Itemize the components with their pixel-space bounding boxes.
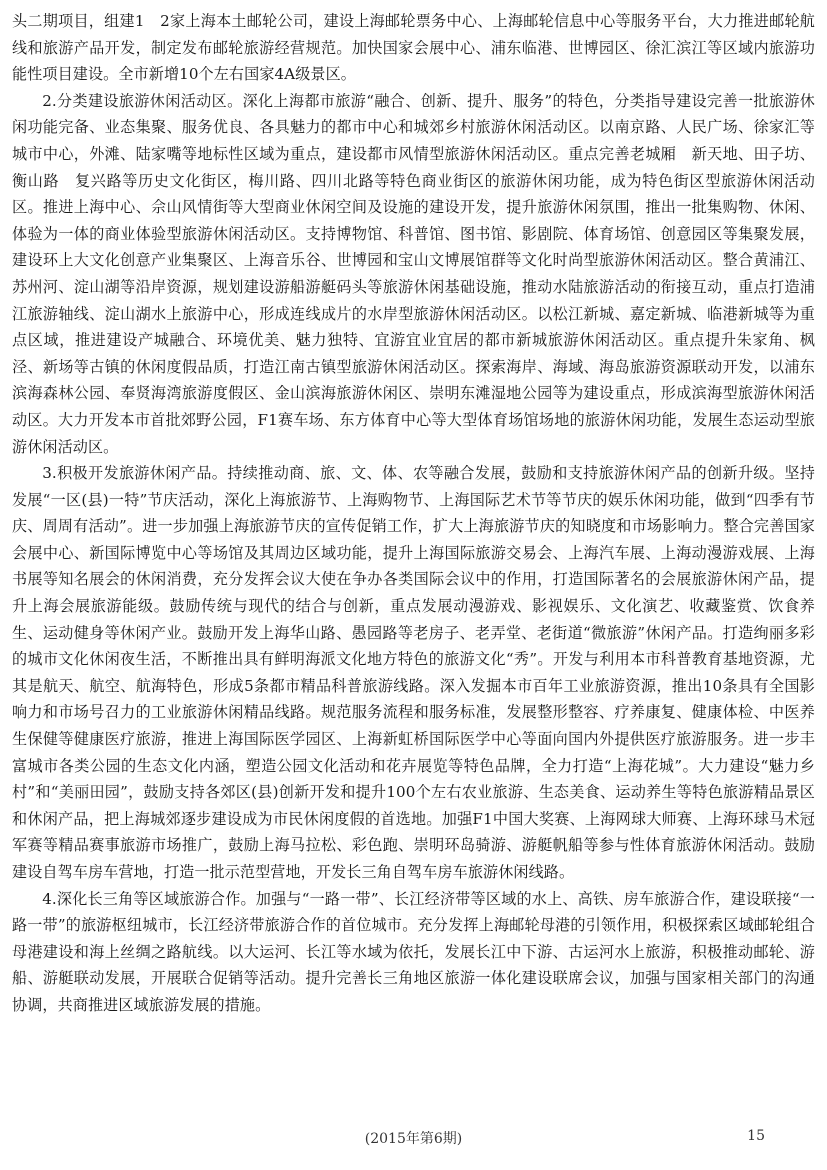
paragraph-tourism-leisure-products: 3.积极开发旅游休闲产品。持续推动商、旅、文、体、农等融合发展，鼓励和支持旅游休闲产品的创新升级。坚持发展“一区(县)一特”节庆活动，深化上海旅游节、上海购物节、上海国际艺术节等节庆的娱乐休闲功能，做到“四季有节庆、周周有活动”。进一步加强上海旅游节庆的宣传促销工作，扩大上海旅游节庆的知晓度和市场影响力。整合完善国家会展中心、新国际博览中心等场馆及其周边区域功能，提升上海国际旅游交易会、上海汽车展、上海动漫游戏展、上海书展等知名展会的休闲消费，充分发挥会议大使在争办各类国际会议中的作用，打造国际著名的会展旅游休闲产品，提升上海会展旅游能级。鼓励传统与现代的结合与创新，重点发展动漫游戏、影视娱乐、文化演艺、收藏鉴赏、饮食养生、运动健身等休闲产业。鼓励开发上海华山路、愚园路等老房子、老弄堂、老街道“微旅游”休闲产品。打造绚丽多彩的城市文化休闲夜生活，不断推出具有鲜明海派文化地方特色的旅游文化“秀”。开发与利用本市科普教育基地资源，尤其是航天、航空、航海特色，形成5条都市精品科普旅游线路。深入发掘本市百年工业旅游资源，推出10条具有全国影响力和市场号召力的工业旅游休闲精品线路。规范服务流程和服务标准，发展整形整容、疗养康复、健康体检、中医养生保健等健康医疗旅游，推进上海国际医学园区、上海新虹桥国际医学中心等面向国内外提供医疗旅游服务。进一步丰富城市各类公园的生态文化内涵，塑造公园文化活动和花卉展览等特色品牌，全力打造“上海花城”。大力建设“魅力乡村”和“美丽田园”，鼓励支持各郊区(县)创新开发和提升100个左右农业旅游、生态美食、运动养生等特色旅游精品景区和休闲产品，把上海城郊逐步建设成为市民休闲度假的首选地。加强F1中国大奖赛、上海网球大师赛、上海环球马术冠军赛等精品赛事旅游市场推广，鼓励上海马拉松、彩色跑、崇明环岛骑游、游艇帆船等参与性体育旅游休闲活动。鼓励建设自驾车房车营地，打造一批示范型营地，开发长三角自驾车房车旅游休闲线路。 <box>12 464 815 881</box>
paragraph-continuation: 头二期项目，组建1 2家上海本土邮轮公司，建设上海邮轮票务中心、上海邮轮信息中心等服务平台，大力推进邮轮航线和旅游产品开发，制定发布邮轮旅游经营规范。加快国家会展中心、浦东临港、世博园区、徐汇滨江等区域内旅游功能性项目建设。全市新增10个左右国家4A级景区。 <box>12 12 815 84</box>
paragraph-tourism-leisure-areas: 2.分类建设旅游休闲活动区。深化上海都市旅游“融合、创新、提升、服务”的特色，分类指导建设完善一批旅游休闲功能完备、业态集聚、服务优良、各具魅力的都市中心和城郊乡村旅游休闲活动区。以南京路、人民广场、徐家汇等城市中心，外滩、陆家嘴等地标性区域为重点，建设都市风情型旅游休闲活动区。重点完善老城厢 新天地、田子坊、衡山路 复兴路等历史文化街区，梅川路、四川北路等特色商业街区的旅游休闲功能，成为特色街区型旅游休闲活动区。推进上海中心、佘山风情街等大型商业休闲空间及设施的建设开发，提升旅游休闲氛围，推出一批集购物、休闲、体验为一体的商业体验型旅游休闲活动区。支持博物馆、科普馆、图书馆、影剧院、体育场馆、创意园区等集聚发展，建设环上大文化创意产业集聚区、上海音乐谷、世博园和宝山文博展馆群等文化时尚型旅游休闲活动区。整合黄浦江、苏州河、淀山湖等沿岸资源，规划建设游船游艇码头等旅游休闲基础设施，推动水陆旅游活动的衔接互动，重点打造浦江旅游轴线、淀山湖水上旅游中心，形成连线成片的水岸型旅游休闲活动区。以松江新城、嘉定新城、临港新城等为重点区域，推进建设产城融合、环境优美、魅力独特、宜游宜业宜居的都市新城旅游休闲活动区。重点提升朱家角、枫泾、新场等古镇的休闲度假品质，打造江南古镇型旅游休闲活动区。探索海岸、海域、海岛旅游资源联动开发，以浦东滨海森林公园、奉贤海湾旅游度假区、金山滨海旅游休闲区、崇明东滩湿地公园等为建设重点，形成滨海型旅游休闲活动区。大力开发本市首批郊野公园，F1赛车场、东方体育中心等大型体育场馆场地的旅游休闲功能，发展生态运动型旅游休闲活动区。 <box>12 91 815 456</box>
page-footer <box>0 1128 827 1150</box>
paragraph-regional-cooperation: 4.深化长三角等区域旅游合作。加强与“一路一带”、长江经济带等区域的水上、高铁、房车旅游合作，建设联接“一路一带”的旅游枢纽城市，长江经济带旅游合作的首位城市。充分发挥上海邮轮母港的引领作用，积极探索区域邮轮组合母港建设和海上丝绸之路航线。以大运河、长江等水域为依托，发展长江中下游、古运河水上旅游，积极推动邮轮、游船、游艇联动发展，开展联合促销等活动。提升完善长三角地区旅游一体化建设联席会议，加强与国家相关部门的沟通协调，共商推进区域旅游发展的措施。 <box>12 889 815 1014</box>
issue-label: (2015年第6期) <box>364 1131 463 1147</box>
page-number: 15 <box>747 1128 765 1144</box>
